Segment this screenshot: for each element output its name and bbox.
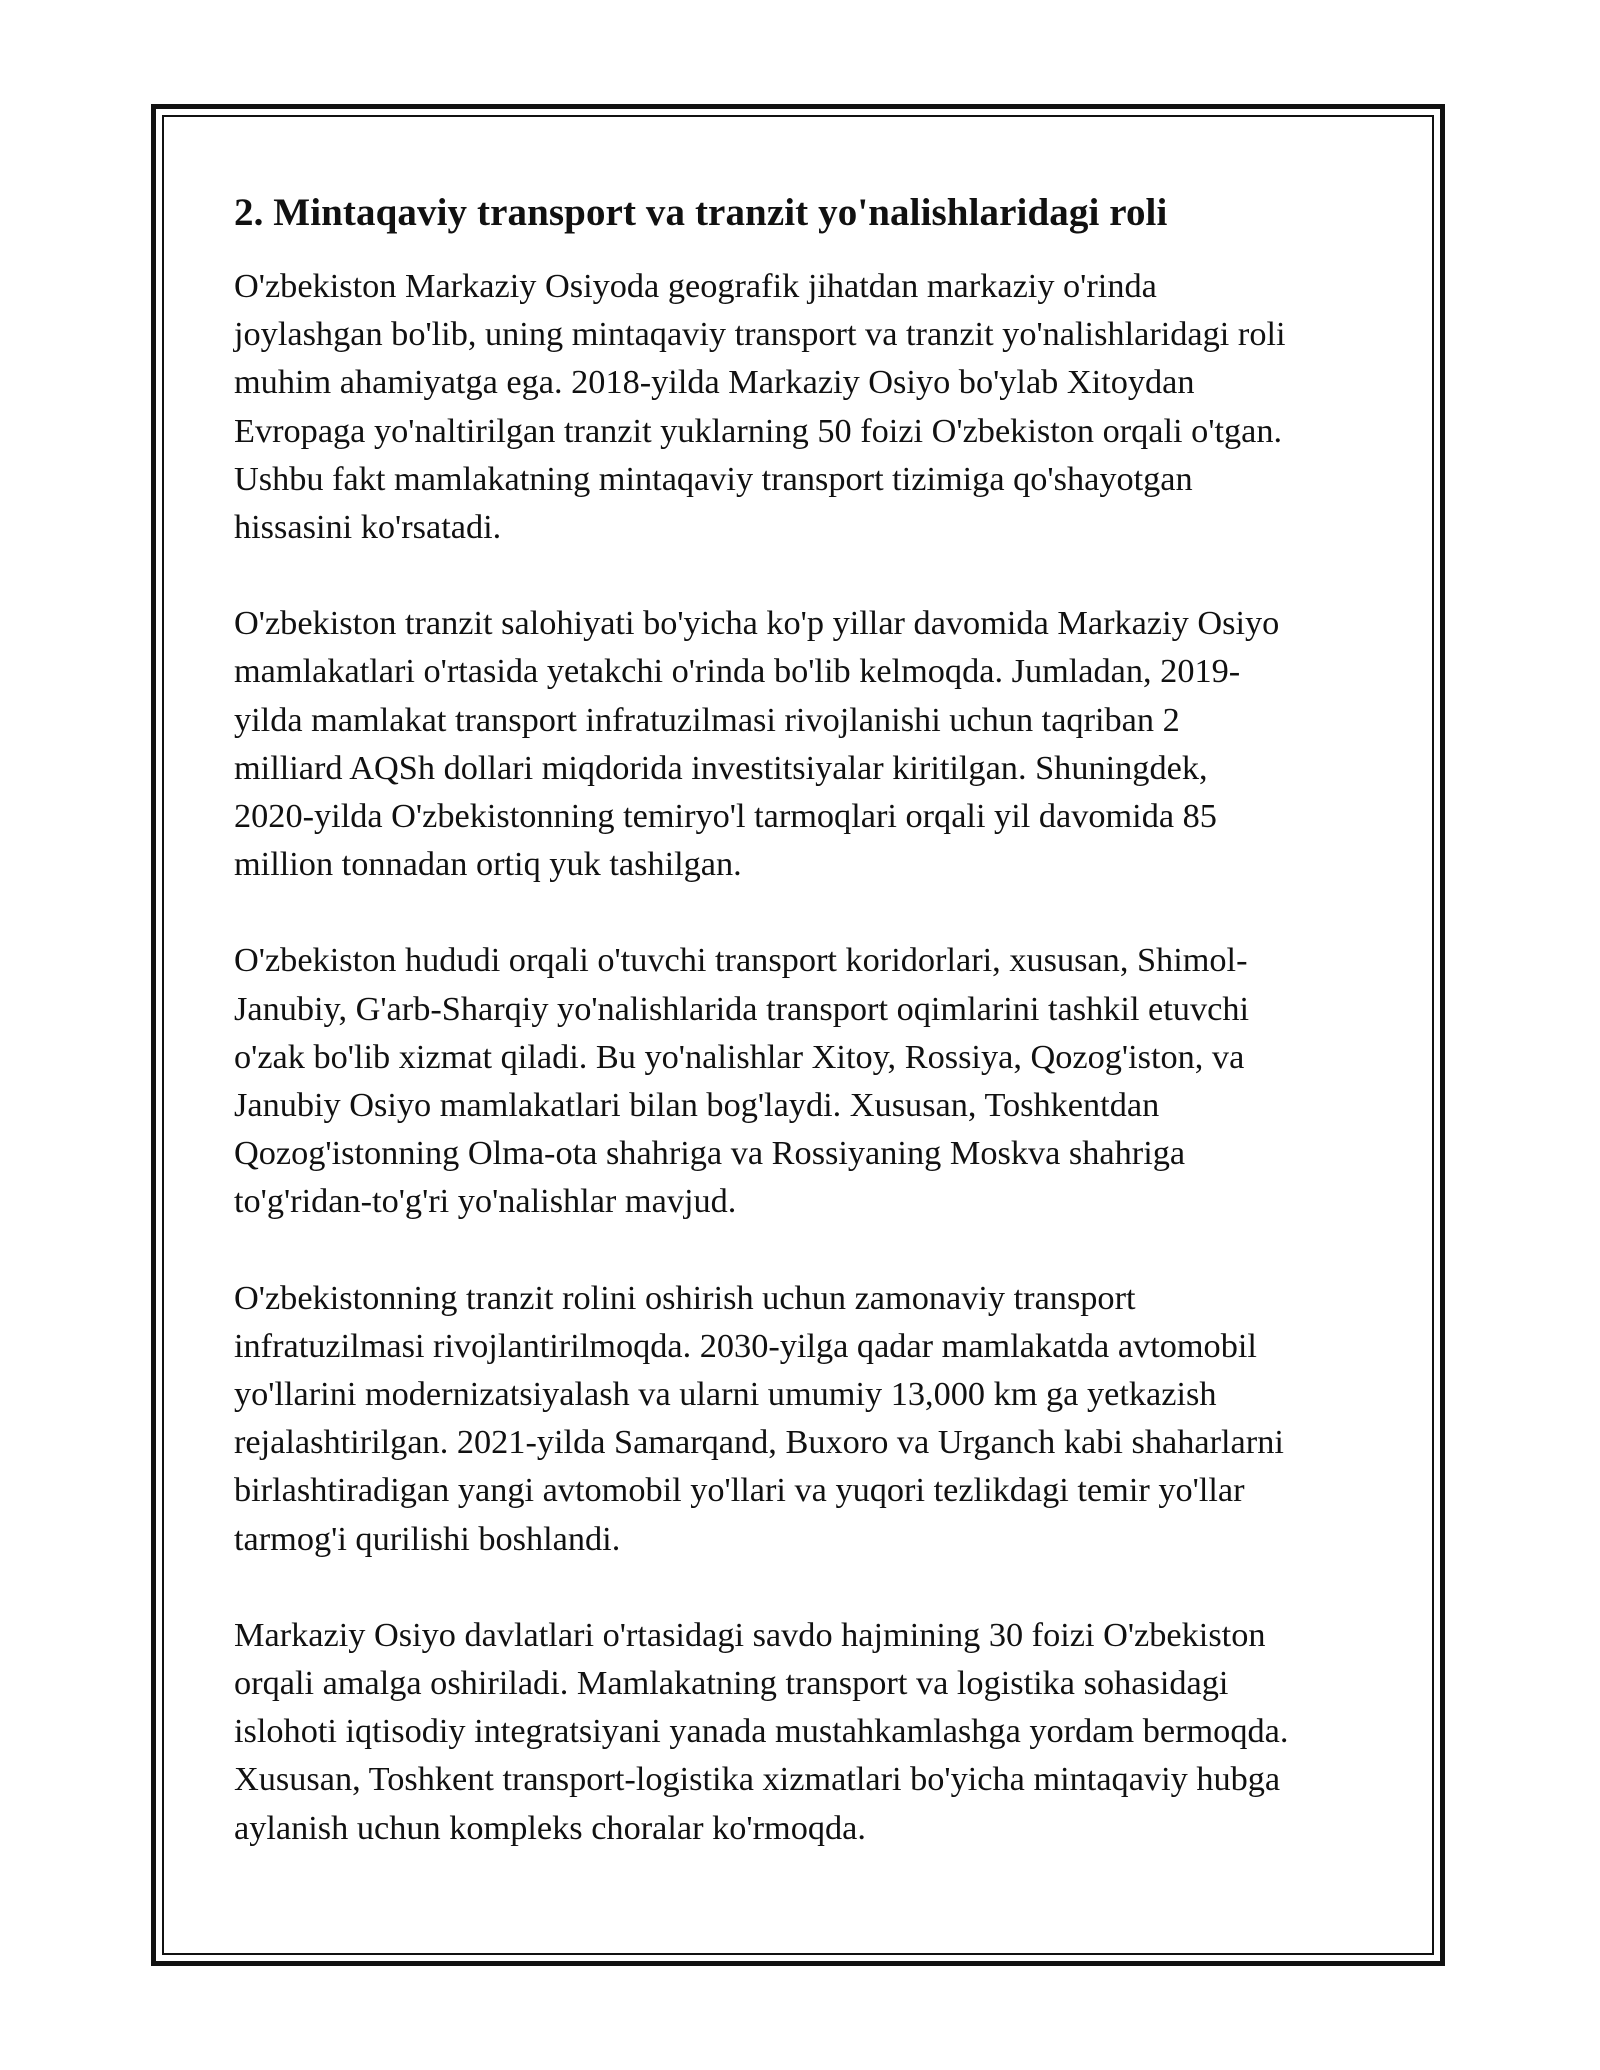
paragraph-line: o'zak bo'lib xizmat qiladi. Bu yo'nalishlar Xitoy, Rossiya, Qozog'iston, va (234, 1037, 1245, 1076)
paragraph-line: 2020-yilda O'zbekistonning temiryo'l tarmoqlari orqali yil davomida 85 (234, 797, 1217, 836)
body-paragraph (234, 1611, 1394, 1852)
paragraph-line: islohoti iqtisodiy integratsiyani yanada mustahkamlashga yordam bermoqda. (234, 1712, 1289, 1751)
paragraph-line: rejalashtirilgan. 2021-yilda Samarqand, Buxoro va Urganch kabi shaharlarni (234, 1423, 1284, 1462)
paragraph-line: mamlakatlari o'rtasida yetakchi o'rinda bo'lib kelmoqda. Jumladan, 2019- (234, 652, 1241, 691)
paragraph-line: Ushbu fakt mamlakatning mintaqaviy transport tizimiga qo'shayotgan (234, 459, 1193, 498)
document-content (234, 188, 1394, 1900)
paragraph-line: O'zbekiston Markaziy Osiyoda geografik jihatdan markaziy o'rinda (234, 267, 1157, 305)
paragraph-line: yo'llarini modernizatsiyalash va ularni umumiy 13,000 km ga yetkazish (234, 1375, 1217, 1414)
body-paragraph (234, 599, 1394, 888)
paragraph-line: Qozog'istonning Olma-ota shahriga va Rossiyaning Moskva shahriga (234, 1134, 1186, 1173)
paragraph-line: muhim ahamiyatga ega. 2018-yilda Markaziy Osiyo bo'ylab Xitoydan (234, 363, 1195, 402)
paragraph-line: Janubiy, G'arb-Sharqiy yo'nalishlarida transport oqimlarini tashkil etuvchi (234, 989, 1250, 1028)
paragraph-list (234, 262, 1394, 1852)
section-heading: 2. Mintaqaviy transport va tranzit yo'nalishlaridagi roli (234, 191, 1168, 234)
paragraph-line: O'zbekiston hududi orqali o'tuvchi transport koridorlari, xususan, Shimol- (234, 941, 1248, 980)
paragraph-line: tarmog'i qurilishi boshlandi. (234, 1519, 621, 1558)
paragraph-line: Markaziy Osiyo davlatlari o'rtasidagi savdo hajmining 30 foizi O'zbekiston (234, 1615, 1266, 1654)
body-paragraph (234, 1274, 1394, 1563)
paragraph-line: orqali amalga oshiriladi. Mamlakatning transport va logistika sohasidagi (234, 1664, 1229, 1703)
paragraph-line: O'zbekiston tranzit salohiyati bo'yicha ko'p yillar davomida Markaziy Osiyo (234, 604, 1280, 643)
paragraph-line: Janubiy Osiyo mamlakatlari bilan bog'laydi. Xususan, Toshkentdan (234, 1086, 1160, 1125)
paragraph-line: million tonnadan ortiq yuk tashilgan. (234, 845, 742, 884)
paragraph-line: milliard AQSh dollari miqdorida investitsiyalar kiritilgan. Shuningdek, (234, 748, 1208, 787)
paragraph-line: infratuzilmasi rivojlantirilmoqda. 2030-yilga qadar mamlakatda avtomobil (234, 1326, 1257, 1365)
paragraph-line: O'zbekistonning tranzit rolini oshirish uchun zamonaviy transport (234, 1278, 1136, 1317)
body-paragraph (234, 262, 1394, 551)
body-paragraph (234, 936, 1394, 1225)
paragraph-line: aylanish uchun kompleks choralar ko'rmoqda. (234, 1808, 866, 1847)
paragraph-line: to'g'ridan-to'g'ri yo'nalishlar mavjud. (234, 1182, 737, 1221)
paragraph-line: hissasini ko'rsatadi. (234, 508, 502, 547)
paragraph-line: yilda mamlakat transport infratuzilmasi rivojlanishi uchun taqriban 2 (234, 700, 1180, 739)
paragraph-line: Evropaga yo'naltirilgan tranzit yuklarning 50 foizi O'zbekiston orqali o'tgan. (234, 411, 1283, 450)
paragraph-line: birlashtiradigan yangi avtomobil yo'llari va yuqori tezlikdagi temir yo'llar (234, 1471, 1245, 1510)
paragraph-line: joylashgan bo'lib, uning mintaqaviy transport va tranzit yo'nalishlaridagi roli (234, 315, 1286, 354)
paragraph-line: Xususan, Toshkent transport-logistika xizmatlari bo'yicha mintaqaviy hubga (234, 1760, 1281, 1799)
